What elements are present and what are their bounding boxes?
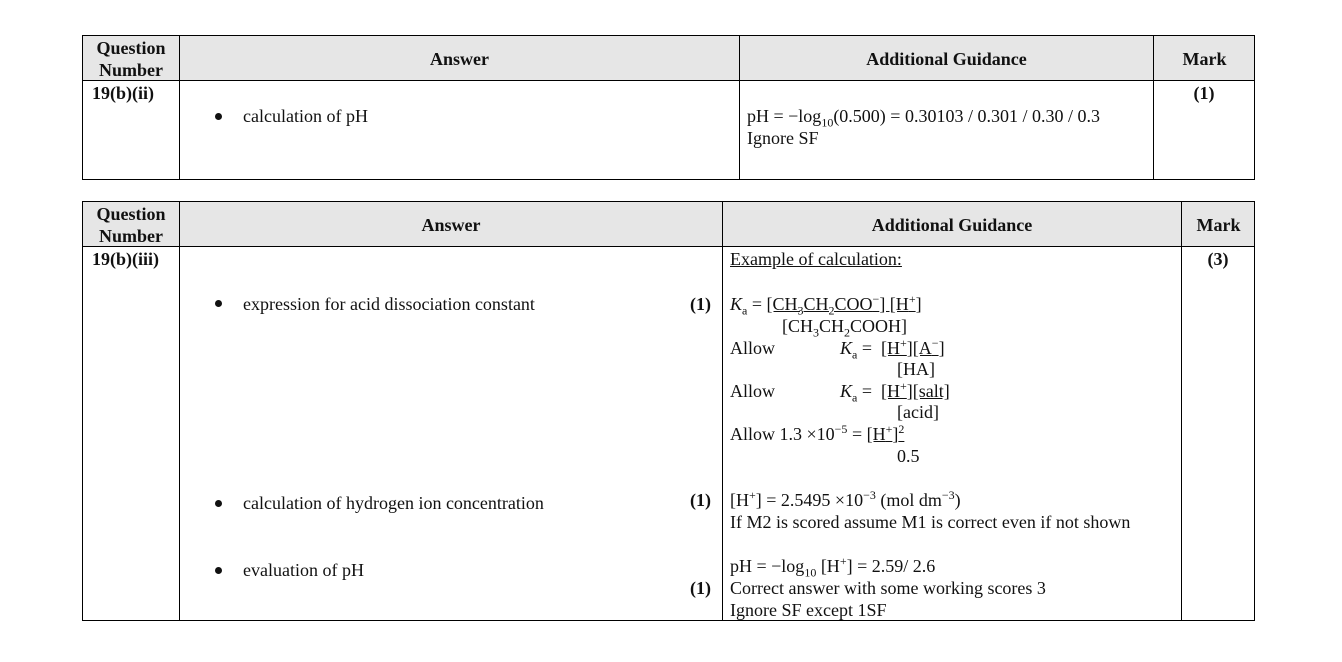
ka-general-expression: $K_a = [H^+][A^-]$ [840, 336, 945, 362]
total-mark: (1) [1193, 83, 1215, 103]
m2-note: If M2 is scored assume M1 is correct even if not shown [730, 512, 1131, 532]
bullet-icon [215, 567, 222, 574]
ka-salt-expression: $K_a$ = [H+][salt] [840, 379, 950, 405]
bullet-icon [215, 300, 222, 307]
hydrogen-ion-value: $[H^+] = 2.5495 \times 10^{-3}$ (mol $dm^{-3}$) [730, 488, 961, 510]
question-number: 19(b)(iii) [92, 249, 159, 269]
ka-numeric-expression: Allow $1.3 \times 10^{-5} = [H^+]^2$ [730, 422, 905, 444]
header-additional-guidance: Additional Guidance [866, 49, 1027, 69]
answer-point-3: evaluation of pH [243, 560, 364, 580]
ka-expression: $K_a = [CH_3CH_2COO^-]$ [H+] [730, 292, 922, 318]
ignore-sf-note: Ignore SF except 1SF [730, 600, 887, 620]
bullet-icon [215, 113, 222, 120]
answer-text: calculation of pH [243, 106, 368, 126]
column-divider [722, 202, 723, 620]
ka-numeric-denominator: 0.5 [897, 446, 920, 466]
answer-point-2: calculation of hydrogen ion concentration [243, 493, 544, 513]
header-additional-guidance: Additional Guidance [871, 215, 1033, 235]
allow-label: Allow [730, 381, 775, 401]
allow-label: Allow [730, 338, 775, 358]
header-answer: Answer [430, 49, 489, 69]
header-answer: Answer [421, 215, 481, 235]
ka-salt-denominator: [acid] [897, 402, 939, 422]
bullet-icon [215, 500, 222, 507]
example-heading: Example of calculation: [730, 249, 902, 269]
question-number: 19(b)(ii) [92, 83, 154, 103]
ph-evaluation: pH = $-\log_{10}$ [H+] = 2.59/ 2.6 [730, 554, 936, 580]
answer-point-1: expression for acid dissociation constant [243, 294, 535, 314]
guidance-ph-calculation: pH = $-\log_{10}(0.500) = 0.30103 / 0.301 / 0.30 / 0.3$ [747, 106, 1100, 130]
guidance-ignore-sf: Ignore SF [747, 128, 819, 148]
header-mark: Mark [1182, 49, 1227, 69]
header-question-number: Question Number [96, 38, 166, 80]
total-mark: (3) [1207, 249, 1229, 269]
column-divider [179, 202, 180, 620]
marking-table-19biii [82, 201, 1255, 621]
header-mark: Mark [1196, 215, 1241, 235]
correct-answer-note: Correct answer with some working scores 3 [730, 578, 1046, 598]
point-mark-1: (1) [690, 294, 711, 314]
point-mark-2: (1) [690, 490, 711, 510]
ka-general-denominator: [HA] [897, 359, 935, 379]
header-question-number: Question Number [96, 204, 166, 246]
point-mark-3: (1) [690, 578, 711, 598]
ka-denominator: $[CH_3CH_2COOH]$ [782, 316, 908, 340]
